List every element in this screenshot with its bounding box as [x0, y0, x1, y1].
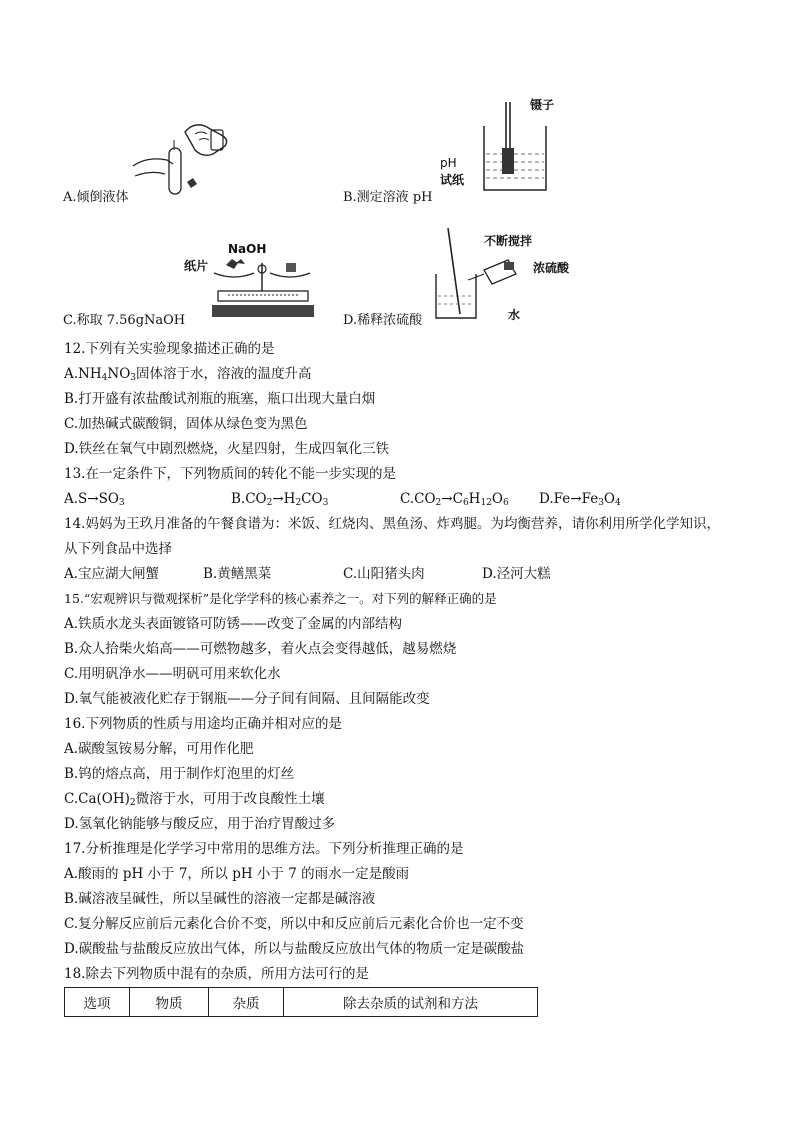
figure-c-caption: C.称取 7.56gNaOH — [63, 313, 186, 328]
header-impurity: 杂质 — [209, 988, 284, 1017]
balance-figure — [208, 255, 318, 321]
q18-stem: 18.除去下列物质中混有的杂质，所用方法可行的是 — [64, 966, 369, 982]
q13-option-d: $D.Fe\to Fe_3O_4$ — [539, 491, 621, 508]
q12-stem: 12.下列有关实验现象描述正确的是 — [64, 341, 275, 357]
q16-option-a: A.碳酸氢铵易分解，可用作化肥 — [64, 741, 254, 757]
q17-option-d: D.碳酸盐与盐酸反应放出气体，所以与盐酸反应放出气体的物质一定是碳酸盐 — [64, 941, 525, 957]
q13-option-c: $C.CO_2\to C_6H_{12}O_6$ — [400, 491, 509, 508]
q16-option-c: $C.Ca(OH)_2$微溶于水，可用于改良酸性土壤 — [64, 791, 325, 808]
q17-stem: 17.分析推理是化学学习中常用的思维方法。下列分析推理正确的是 — [64, 841, 464, 857]
figure-b-caption: B.测定溶液 pH — [343, 190, 433, 205]
q18-table — [64, 987, 538, 1017]
q14-option-b: B.黄鳝黑菜 — [203, 566, 272, 582]
stir-label: 不断搅拌 — [484, 234, 533, 248]
q17-option-b: B.碱溶液呈碱性，所以呈碱性的溶液一定都是碱溶液 — [64, 891, 376, 907]
tweezers-label: 镊子 — [530, 98, 555, 112]
q15-option-c: C.用明矾净水——明矾可用来软化水 — [64, 666, 281, 682]
q14-option-a: A.宝应湖大闸蟹 — [64, 566, 160, 582]
figure-a-caption: A.倾倒液体 — [63, 190, 129, 205]
acid-label: 浓硫酸 — [533, 261, 570, 275]
header-option: 选项 — [65, 988, 130, 1017]
q15-option-b: B.众人拾柴火焰高——可燃物越多，着火点会变得越低，越易燃烧 — [64, 641, 457, 657]
figure-d-caption: D.稀释浓硫酸 — [343, 313, 423, 328]
q14-option-d: D.泾河大糕 — [482, 566, 551, 582]
paper-label: 纸片 — [184, 259, 209, 273]
q17-option-a: A.酸雨的 pH 小于 7，所以 pH 小于 7 的雨水一定是酸雨 — [64, 866, 410, 882]
q12-option-a: $A.NH_4NO_3$固体溶于水，溶液的温度升高 — [64, 366, 312, 383]
q15-option-a: A.铁质水龙头表面镀铬可防锈——改变了金属的内部结构 — [64, 616, 403, 632]
q12-option-b: B.打开盛有浓盐酸试剂瓶的瓶塞，瓶口出现大量白烟 — [64, 391, 376, 407]
q14-option-c: C.山阳猪头肉 — [343, 566, 425, 582]
q12-option-d: D.铁丝在氧气中剧烈燃烧，火星四射，生成四氧化三铁 — [64, 441, 390, 457]
q15-option-d: D.氧气能被液化贮存于钢瓶——分子间有间隔、且间隔能改变 — [64, 691, 430, 707]
pouring-liquid-figure — [125, 118, 245, 198]
q13-stem: 13.在一定条件下，下列物质间的转化不能一步实现的是 — [64, 466, 396, 482]
q17-option-c: C.复分解反应前后元素化合价不变，所以中和反应前后元素化合价也一定不变 — [64, 916, 524, 932]
q12-option-c: C.加热碱式碳酸铜，固体从绿色变为黑色 — [64, 416, 308, 432]
q16-stem: 16.下列物质的性质与用途均正确并相对应的是 — [64, 716, 342, 732]
naoh-label: NaOH — [228, 242, 267, 256]
q13-option-b: $B.CO_2\to H_2CO_3$ — [231, 491, 329, 508]
table-header-row — [65, 988, 538, 1017]
q16-option-d: D.氢氧化钠能够与酸反应，用于治疗胃酸过多 — [64, 816, 336, 832]
header-method: 除去杂质的试剂和方法 — [284, 988, 538, 1017]
q14-stem-line2: 从下列食品中选择 — [64, 541, 172, 557]
q15-stem: 15.“宏观辨识与微观探析”是化学学科的核心素养之一。对下列的解释正确的是 — [64, 591, 497, 606]
q13-option-a: $A.S\to SO_3$ — [64, 491, 125, 508]
ph-paper-label: 试纸 — [440, 173, 465, 187]
ph-label: pH — [440, 156, 457, 170]
q16-option-b: B.钨的熔点高，用于制作灯泡里的灯丝 — [64, 766, 295, 782]
header-substance: 物质 — [130, 988, 209, 1017]
q14-stem-line1: 14.妈妈为王玖月准备的午餐食谱为：米饭、红烧肉、黑鱼汤、炸鸡腿。为均衡营养，请你利用所学化学知识， — [64, 516, 720, 532]
water-label: 水 — [508, 308, 521, 322]
